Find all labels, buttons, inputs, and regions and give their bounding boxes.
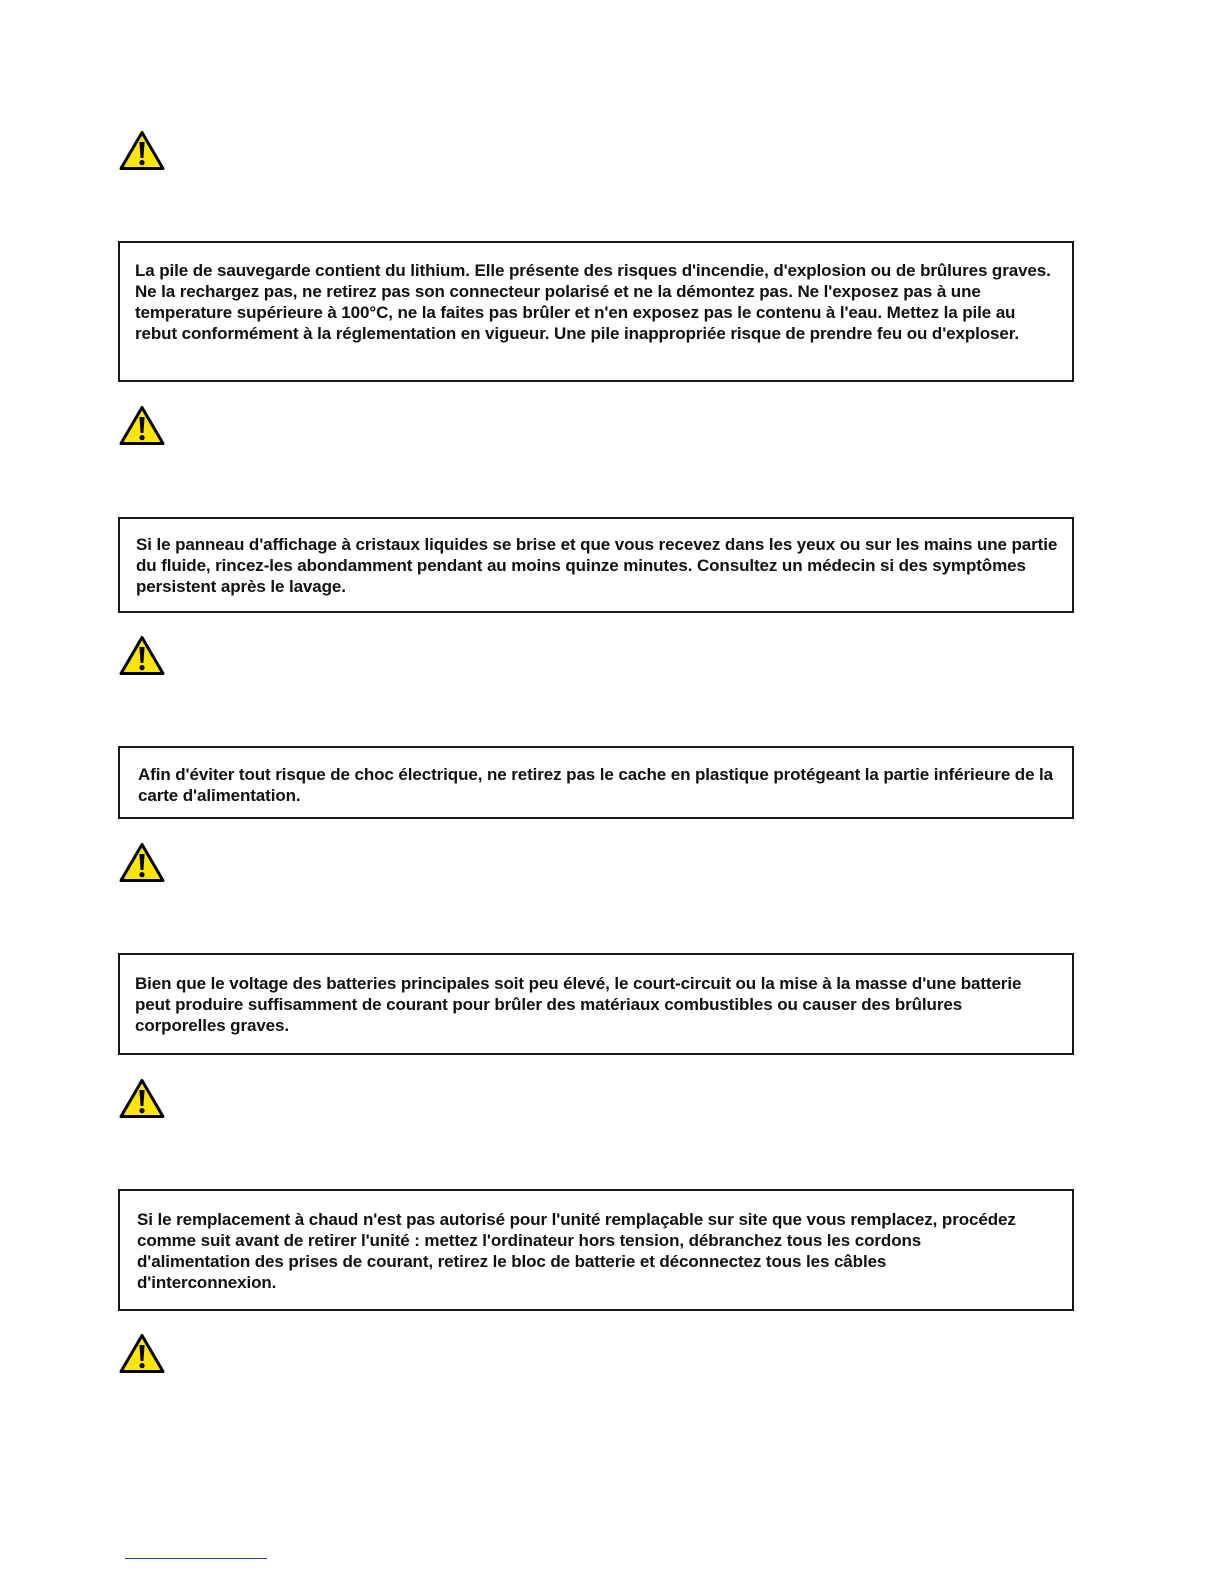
footer-divider xyxy=(125,1558,267,1559)
warning-triangle-icon xyxy=(119,1333,165,1374)
warning-triangle-icon xyxy=(119,1078,165,1119)
notice-text: Si le remplacement à chaud n'est pas autorisé pour l'unité remplaçable sur site que vous remplacez, procédez comme suit avant de retirer l'unité : mettez l'ordinateur hors tension, débranchez tous les cordons d'alimentation des prises de courant, retirez le bloc de batterie et déconnectez tous les câbles d'interconnexion. xyxy=(137,1210,1016,1292)
notice-text: La pile de sauvegarde contient du lithium. Elle présente des risques d'incendie, d'explosion ou de brûlures graves. Ne la rechargez pas, ne retirez pas son connecteur polarisé et ne la démontez pas. Ne l'exposez pas à une temperature supérieure à 100°C, ne la faites pas brûler et n'en exposez pas le contenu à l'eau. Mettez la pile au rebut conformément à la réglementation en vigueur. Une pile inappropriée risque de prendre feu ou d'exploser. xyxy=(135,261,1051,343)
notice-box xyxy=(118,953,1074,1055)
notice-box xyxy=(118,746,1074,819)
notice-box xyxy=(118,517,1074,613)
warning-triangle-icon xyxy=(119,405,165,446)
warning-triangle-icon xyxy=(119,635,165,676)
notice-text: Si le panneau d'affichage à cristaux liquides se brise et que vous recevez dans les yeux ou sur les mains une partie du fluide, rincez-les abondamment pendant au moins quinze minutes. Consultez un médecin si des symptômes persistent après le lavage. xyxy=(136,535,1058,596)
notice-text: Afin d'éviter tout risque de choc électrique, ne retirez pas le cache en plastique protégeant la partie inférieure de la carte d'alimentation. xyxy=(138,765,1054,805)
notice-box xyxy=(118,241,1074,382)
notice-box xyxy=(118,1189,1074,1311)
notice-text: Bien que le voltage des batteries principales soit peu élevé, le court-circuit ou la mise à la masse d'une batterie peut produire suffisamment de courant pour brûler des matériaux combustibles ou causer des brûlures corporelles graves. xyxy=(135,974,1022,1035)
warning-triangle-icon xyxy=(119,842,165,883)
warning-triangle-icon xyxy=(119,130,165,171)
